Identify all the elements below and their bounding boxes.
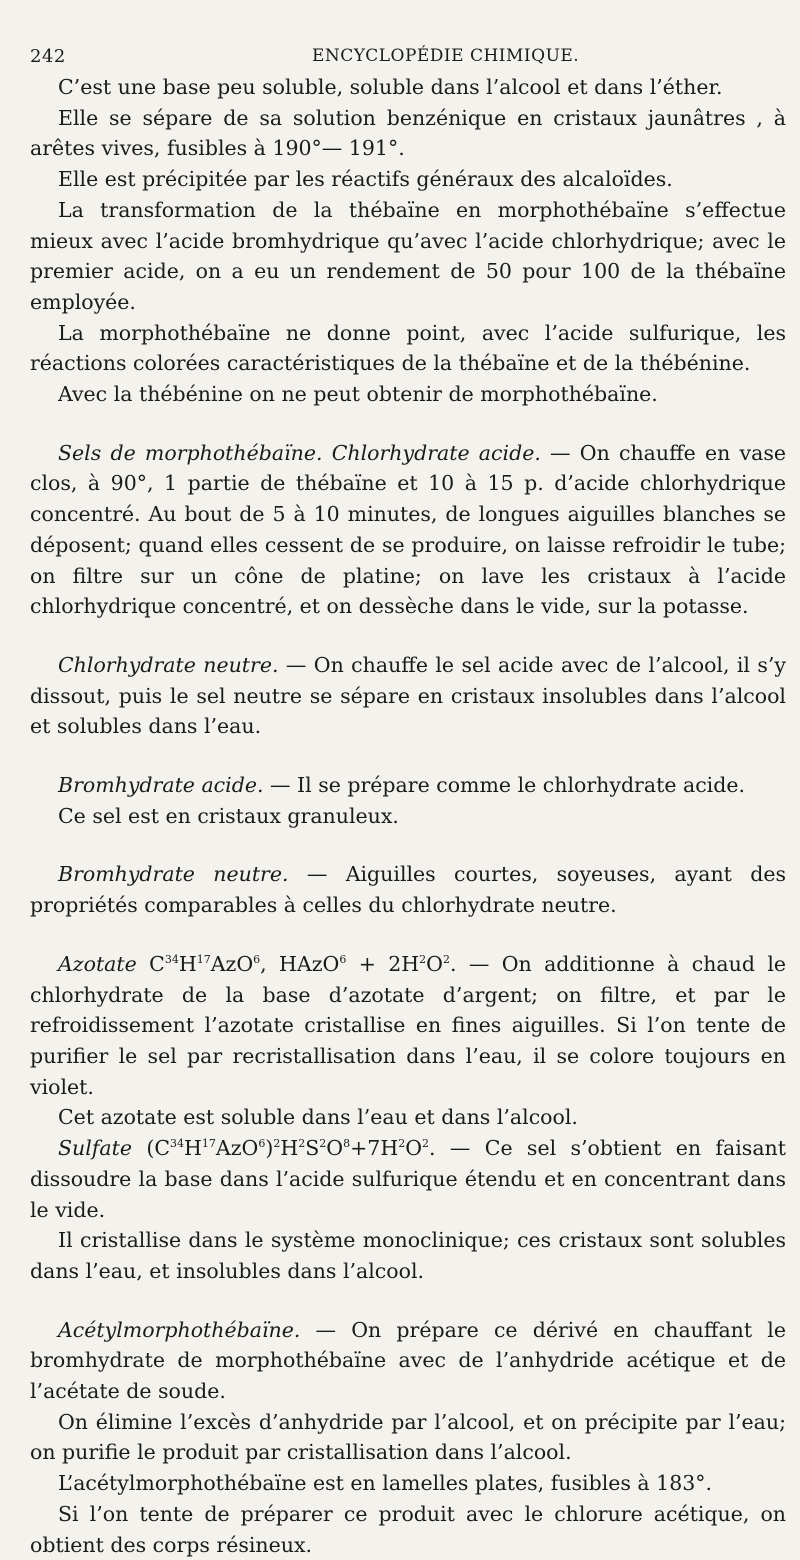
- section-text: — On chauffe le sel acide avec de l’alcool, il s’y dissout, puis le sel neutre se sépare en cristaux insolubles dans l’alcool et solubles dans l’eau.: [30, 652, 786, 739]
- section-text: . — On additionne à chaud le chlorhydrate de la base d’azotate d’argent; on filtre, et par le refroidissement l’azotate cristallise en fines aiguilles. Si l’on tente de purifier le sel par recristallisation dans l’eau, il se colore toujours en violet.: [30, 951, 787, 1099]
- paragraph: Si l’on tente de préparer ce produit avec le chlorure acétique, on obtient des corps résineux.: [30, 1501, 786, 1557]
- paragraph: On élimine l’excès d’anhydride par l’alcool, et on précipite par l’eau; on purifie le produit par cristallisation dans l’alcool.: [30, 1409, 786, 1465]
- body-text: [30, 72, 786, 1560]
- section-title: Chlorhydrate neutre.: [58, 652, 279, 677]
- paragraph: La morphothébaïne ne donne point, avec l’acide sulfurique, les réactions colorées caractéristiques de la thébaïne et de la thébénine.: [30, 320, 786, 376]
- section-text: — Il se prépare comme le chlorhydrate acide.: [263, 773, 745, 798]
- section-azotate: [30, 949, 786, 1103]
- paragraph: Avec la thébénine on ne peut obtenir de morphothébaïne.: [58, 382, 658, 407]
- paragraph: Il cristallise dans le système monoclinique; ces cristaux sont solubles dans l’eau, et insolubles dans l’alcool.: [30, 1228, 786, 1283]
- section-sulfate: [30, 1133, 786, 1225]
- section-title: Bromhydrate acide.: [58, 773, 264, 798]
- section-text: — Aiguilles courtes, soyeuses, ayant des propriétés comparables à celles du chlorhydrate neutre.: [30, 862, 787, 918]
- section-salts-chlorhydrate-acide: [30, 438, 786, 622]
- section-title: Sels de morphothébaïne. Chlorhydrate acide.: [58, 440, 541, 465]
- section-bromhydrate-neutre: [30, 859, 786, 920]
- section-acetylmorphothebaine: [30, 1315, 786, 1407]
- paragraph: Cet azotate est soluble dans l’eau et dans l’alcool.: [58, 1105, 578, 1130]
- section-title: Sulfate: [58, 1136, 132, 1161]
- page-number: 242: [30, 46, 66, 67]
- paragraph: Elle est précipitée par les réactifs généraux des alcaloïdes.: [58, 167, 673, 192]
- section-chlorhydrate-neutre: [30, 650, 786, 742]
- formula: $C^{34}H^{17}AzO^6$, HAzO$^6$ + $2H^2O^2$: [136, 951, 450, 976]
- paragraph: Ce sel est en cristaux granuleux.: [58, 803, 399, 828]
- section-title: Azotate: [58, 951, 137, 976]
- paragraph: C’est une base peu soluble, soluble dans l’alcool et dans l’éther.: [58, 75, 723, 99]
- paragraph: L’acétylmorphothébaïne est en lamelles plates, fusibles à 183°.: [58, 1471, 713, 1496]
- paragraph: La transformation de la thébaïne en morphothébaïne s’effectue mieux avec l’acide bromhydrique qu’avec l’acide chlorhydrique; avec le premier acide, on a eu un rendement de 50 pour 100 de la thébaïne employée.: [30, 197, 786, 314]
- running-head: ENCYCLOPÉDIE CHIMIQUE.: [312, 46, 580, 66]
- section-text: — On prépare ce dérivé en chauffant le bromhydrate de morphothébaïne avec de l’anhydride acétique et de l’acétate de soude.: [30, 1317, 786, 1404]
- formula: $(C^{34}H^{17}AzO^6)^2H^2S^2O^8+7H^2O^2$: [131, 1136, 430, 1161]
- section-title: Acétylmorphothébaïne.: [58, 1317, 301, 1342]
- paragraph: Elle se sépare de sa solution benzénique en cristaux jaunâtres , à arêtes vives, fusibles à 190°— 191°.: [30, 105, 786, 161]
- section-bromhydrate-acide: [30, 770, 786, 801]
- section-title: Bromhydrate neutre.: [58, 862, 289, 887]
- section-text: . — Ce sel s’obtient en faisant dissoudre la base dans l’acide sulfurique étendu et en concentrant dans le vide.: [30, 1136, 786, 1222]
- page-header: [30, 42, 786, 72]
- section-text: — On chauffe en vase clos, à 90°, 1 partie de thébaïne et 10 à 15 p. d’acide chlorhydrique concentré. Au bout de 5 à 10 minutes, de longues aiguilles blanches se déposent; quand elles cessent de se produire, on laisse refroidir le tube; on filtre sur un cône de platine; on lave les cristaux à l’acide chlorhydrique concentré, et on dessèche dans le vide, sur la potasse.: [30, 440, 787, 619]
